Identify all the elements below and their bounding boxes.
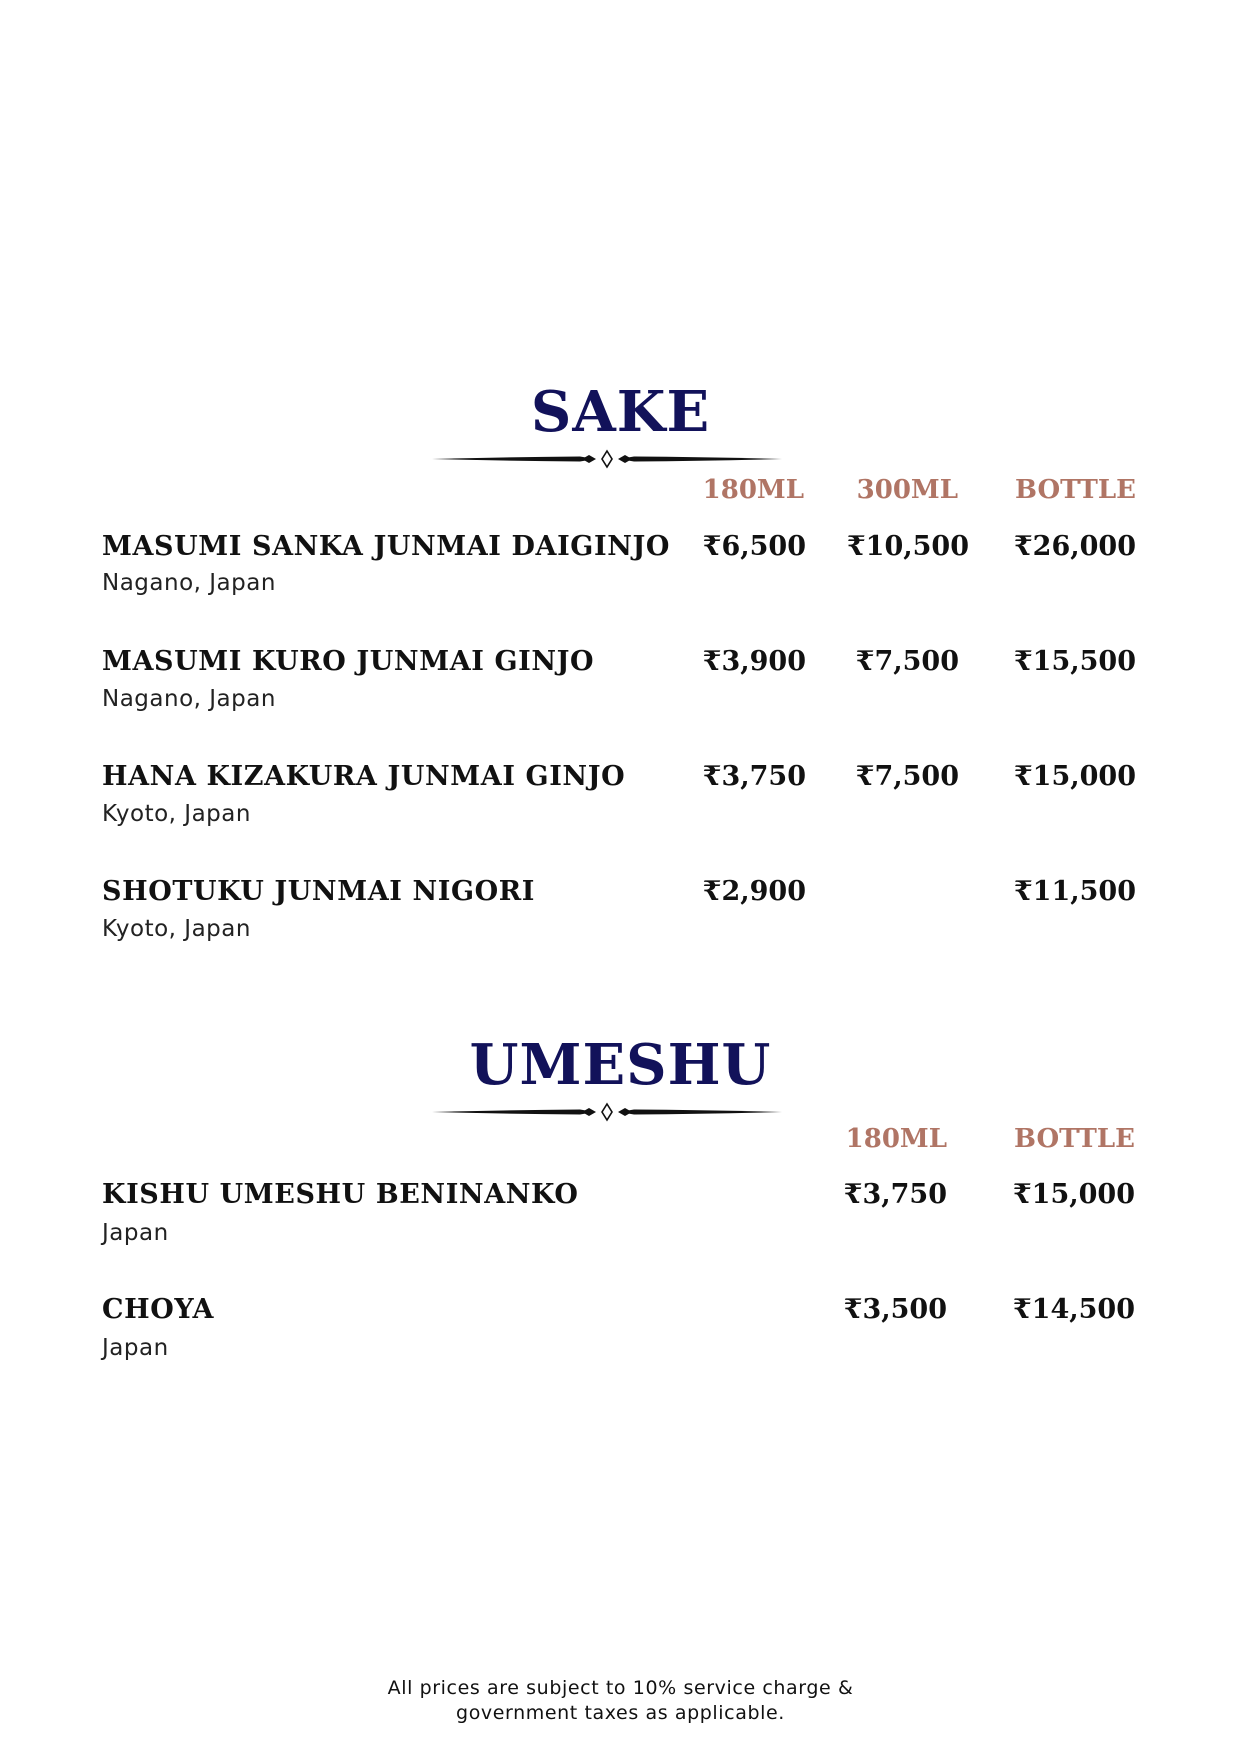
sake-item-name: MASUMI KURO JUNMAI GINJO — [102, 646, 595, 677]
sake-item-price-300ml: ₹7,500 — [855, 761, 959, 792]
umeshu-item-price-bottle: ₹15,000 — [1012, 1179, 1135, 1210]
ornament-divider-icon — [432, 449, 782, 469]
sake-item-price-bottle: ₹15,500 — [1013, 646, 1136, 677]
sake-item-price-180ml: ₹6,500 — [702, 531, 806, 562]
sake-col-180ml: 180ML — [702, 475, 804, 505]
sake-item-price-bottle: ₹11,500 — [1013, 876, 1136, 907]
sake-item-name: MASUMI SANKA JUNMAI DAIGINJO — [102, 531, 670, 562]
sake-item-price-bottle: ₹15,000 — [1013, 761, 1136, 792]
umeshu-item-price-180ml: ₹3,750 — [843, 1179, 947, 1210]
sake-item-name: SHOTUKU JUNMAI NIGORI — [102, 876, 536, 907]
sake-item-origin: Nagano, Japan — [102, 686, 276, 712]
sake-item-origin: Kyoto, Japan — [102, 801, 251, 827]
umeshu-col-180ml: 180ML — [845, 1124, 947, 1154]
sake-item-origin: Kyoto, Japan — [102, 916, 251, 942]
umeshu-item-origin: Japan — [102, 1220, 169, 1246]
umeshu-section-title: UMESHU — [469, 1032, 772, 1098]
sake-item-price-300ml: ₹7,500 — [855, 646, 959, 677]
umeshu-item-price-bottle: ₹14,500 — [1012, 1294, 1135, 1325]
sake-col-bottle: BOTTLE — [1015, 475, 1136, 505]
footer-note — [0, 1676, 1241, 1726]
umeshu-item-name: KISHU UMESHU BENINANKO — [102, 1179, 579, 1210]
sake-item-price-bottle: ₹26,000 — [1013, 531, 1136, 562]
sake-item-price-180ml: ₹3,750 — [702, 761, 806, 792]
sake-item-origin: Nagano, Japan — [102, 570, 276, 596]
umeshu-col-bottle: BOTTLE — [1014, 1124, 1135, 1154]
footer-line-1: All prices are subject to 10% service charge & — [387, 1677, 854, 1699]
sake-section-title: SAKE — [530, 379, 711, 445]
sake-item-price-300ml: ₹10,500 — [846, 531, 969, 562]
sake-item-price-180ml: ₹3,900 — [702, 646, 806, 677]
umeshu-item-origin: Japan — [102, 1335, 169, 1361]
footer-line-2: government taxes as applicable. — [456, 1702, 785, 1724]
umeshu-item-name: CHOYA — [102, 1294, 215, 1325]
sake-item-price-180ml: ₹2,900 — [702, 876, 806, 907]
sake-item-name: HANA KIZAKURA JUNMAI GINJO — [102, 761, 626, 792]
sake-col-300ml: 300ML — [856, 475, 958, 505]
umeshu-item-price-180ml: ₹3,500 — [843, 1294, 947, 1325]
ornament-divider-icon — [432, 1102, 782, 1122]
